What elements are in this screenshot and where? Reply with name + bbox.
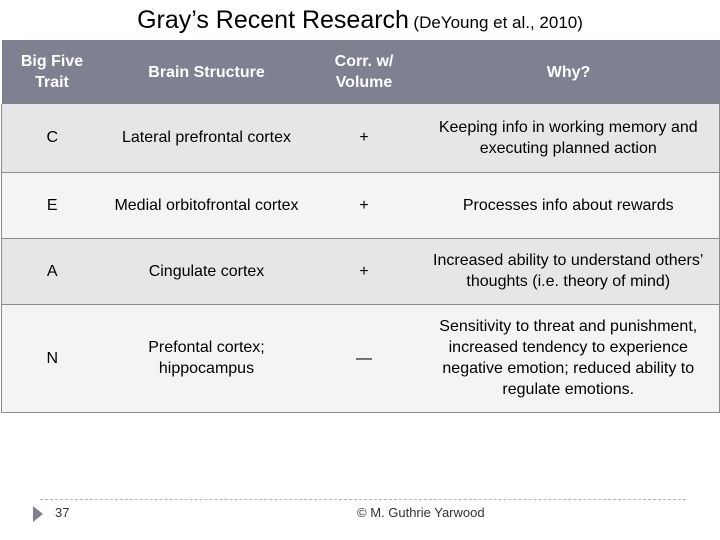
cell-why: Increased ability to understand others’ thoughts (i.e. theory of mind)	[418, 238, 720, 304]
cell-correlation: +	[311, 172, 418, 238]
cell-trait: E	[2, 172, 103, 238]
footer-divider	[40, 499, 686, 500]
research-table	[1, 40, 720, 413]
cell-structure: Prefontal cortex; hippocampus	[103, 304, 311, 412]
title-citation: (DeYoung et al., 2010)	[413, 13, 583, 32]
cell-structure: Medial orbitofrontal cortex	[103, 172, 311, 238]
table-header-row	[2, 40, 720, 104]
table-row	[2, 172, 720, 238]
slide-number: 37	[55, 505, 70, 520]
slide-title	[0, 6, 720, 35]
header-correlation: Corr. w/ Volume	[311, 40, 418, 104]
header-why: Why?	[418, 40, 720, 104]
cell-structure: Cingulate cortex	[103, 238, 311, 304]
cell-correlation: —	[311, 304, 418, 412]
cell-trait: A	[2, 238, 103, 304]
table-row	[2, 104, 720, 172]
table-row	[2, 238, 720, 304]
footer-credit: © M. Guthrie Yarwood	[357, 505, 485, 520]
cell-correlation: +	[311, 238, 418, 304]
cell-correlation: +	[311, 104, 418, 172]
table-row	[2, 304, 720, 412]
cell-trait: N	[2, 304, 103, 412]
cell-trait: C	[2, 104, 103, 172]
header-structure: Brain Structure	[103, 40, 311, 104]
cell-why: Processes info about rewards	[418, 172, 720, 238]
cell-structure: Lateral prefrontal cortex	[103, 104, 311, 172]
title-main: Gray’s Recent Research	[137, 6, 409, 34]
header-trait: Big Five Trait	[2, 40, 103, 104]
cell-why: Sensitivity to threat and punishment, increased tendency to experience negative emotion; reduced ability to regulate emotions.	[418, 304, 720, 412]
cell-why: Keeping info in working memory and executing planned action	[418, 104, 720, 172]
triangle-bullet-icon	[33, 506, 43, 522]
